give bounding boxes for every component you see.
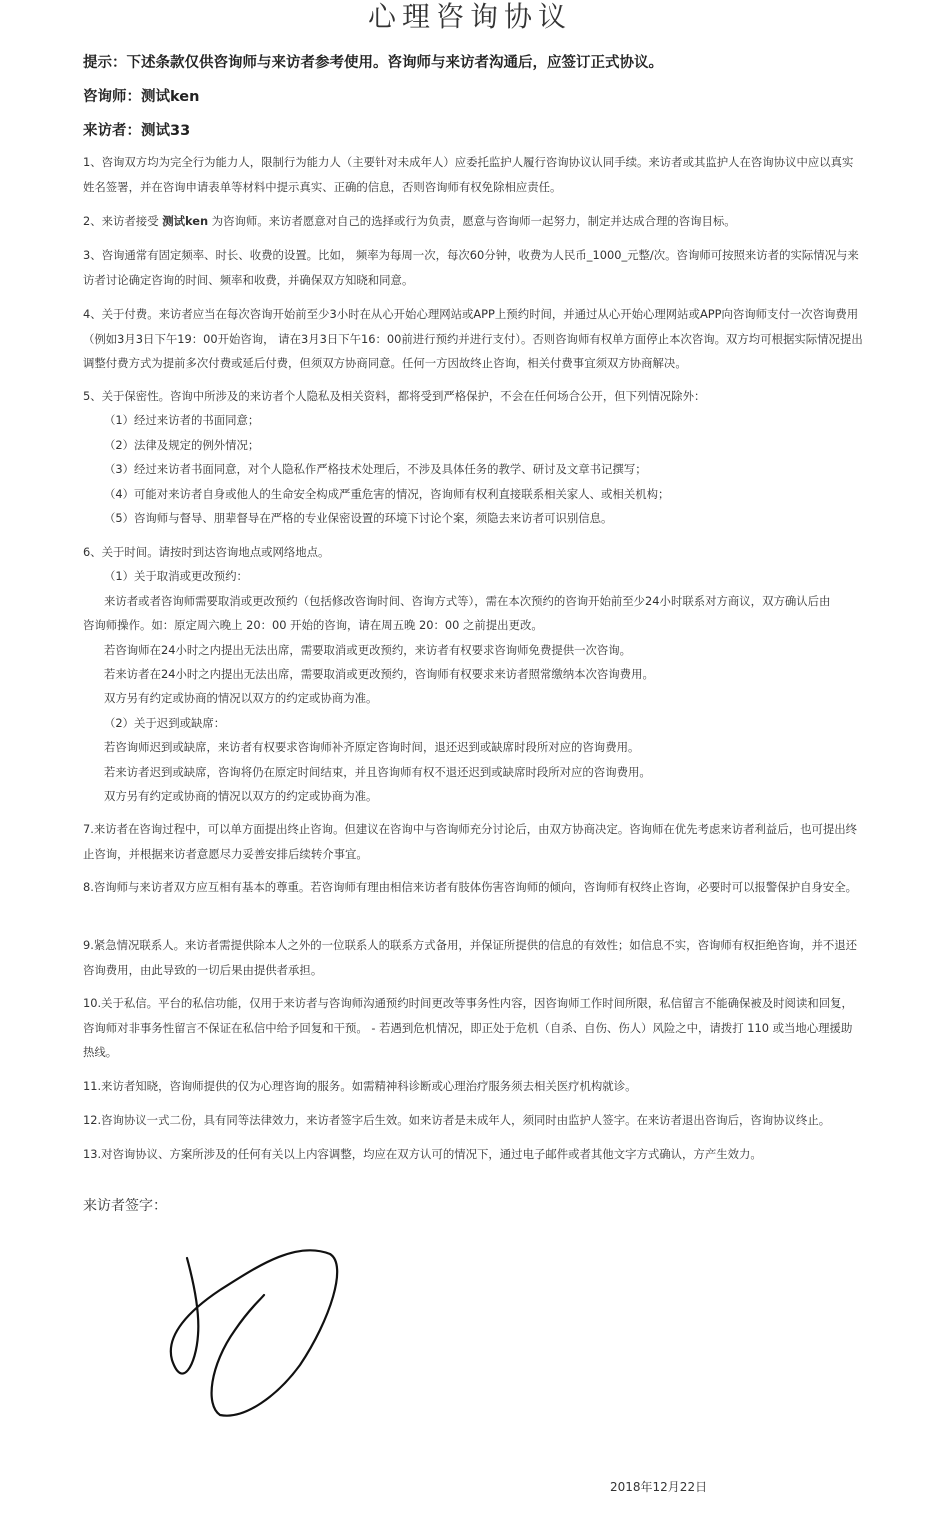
clause-5-item: （2）法律及规定的例外情况；	[104, 438, 260, 452]
counselor-name: 咨询师：测试ken	[83, 89, 200, 105]
clause-3: 3、咨询通常有固定频率、时长、收费的设置。比如， 频率为每周一次，每次60分钟，收费为人民币_1000_元整/次。咨询师可按照来访者的实际情况与来访者讨论确定咨询的时间、频率和收费，并确保双方知晓和同意。	[83, 248, 859, 287]
clause-12: 12.咨询协议一式二份，具有同等法律效力，来访者签字后生效。如来访者是未成年人，须同时由监护人签字。在来访者退出咨询后，咨询协议终止。	[83, 1113, 831, 1127]
clause-5-item: （5）咨询师与督导、朋辈督导在严格的专业保密设置的环境下讨论个案，须隐去来访者可识别信息。	[104, 511, 613, 525]
clause-13: 13.对咨询协议、方案所涉及的任何有关以上内容调整，均应在双方认可的情况下，通过电子邮件或者其他文字方式确认，方产生效力。	[83, 1147, 762, 1161]
clause-6-paragraph: 来访者或者咨询师需要取消或更改预约（包括修改咨询时间、咨询方式等），需在本次预约的咨询开始前至少24小时联系对方商议，双方确认后由	[104, 594, 831, 608]
clause-11: 11.来访者知晓，咨询师提供的仅为心理咨询的服务。如需精神科诊断或心理治疗服务须去相关医疗机构就诊。	[83, 1079, 637, 1093]
clause-6-paragraph: 咨询师操作。如：原定周六晚上 20：00 开始的咨询，请在周五晚 20：00 之前提出更改。	[83, 618, 543, 632]
clause-2-counselor: 测试ken	[162, 214, 209, 228]
clause-2	[83, 209, 863, 234]
visitor-name: 来访者：测试33	[83, 123, 191, 139]
clause-4: 4、关于付费。来访者应当在每次咨询开始前至少3小时在从心开始心理网站或APP上预约时间，并通过从心开始心理网站或APP向咨询师支付一次咨询费用（例如3月3日下午19：00开始咨询， 请在3月3日下午16：00前进行预约并进行支付）。否则咨询师有权单方面停止本次咨询。双方均可根据实际情况提出调整付费方式为提前多次付费或延后付费，但须双方协商同意。任何一方因故终止咨询，相关付费事宜须双方协商解决。	[83, 307, 863, 370]
clause-6-line: 若来访者在24小时之内提出无法出席，需要取消或更改预约，咨询师有权要求来访者照常缴纳本次咨询费用。	[104, 667, 654, 681]
clause-2-post: 为咨询师。来访者愿意对自己的选择或行为负责，愿意与咨询师一起努力，制定并达成合理的咨询目标。	[208, 214, 736, 228]
clause-6-sub-heading: （1）关于取消或更改预约：	[104, 569, 248, 583]
notice: 提示：下述条款仅供咨询师与来访者参考使用。咨询师与来访者沟通后，应签订正式协议。	[83, 55, 663, 71]
clause-6-line: 双方另有约定或协商的情况以双方的约定或协商为准。	[104, 789, 378, 803]
clause-7: 7.来访者在咨询过程中，可以单方面提出终止咨询。但建议在咨询中与咨询师充分讨论后，由双方协商决定。咨询师在优先考虑来访者利益后，也可提出终止咨询，并根据来访者意愿尽力妥善安排后续转介事宜。	[83, 822, 858, 861]
clause-5-intro: 5、关于保密性。咨询中所涉及的来访者个人隐私及相关资料，都将受到严格保护，不会在任何场合公开，但下列情况除外：	[83, 389, 706, 403]
clause-6-sub-heading: （2）关于迟到或缺席：	[104, 716, 226, 730]
handwritten-signature-icon	[160, 1240, 350, 1430]
clause-2-pre: 2、来访者接受	[83, 214, 163, 228]
clause-5-item: （4）可能对来访者自身或他人的生命安全构成严重危害的情况，咨询师有权利直接联系相关家人、或相关机构；	[104, 487, 670, 501]
clause-6-line: 若咨询师迟到或缺席，来访者有权要求咨询师补齐原定咨询时间，退还迟到或缺席时段所对应的咨询费用。	[104, 740, 640, 754]
clause-5-item: （3）经过来访者书面同意，对个人隐私作严格技术处理后，不涉及具体任务的教学、研讨及文章书记撰写；	[104, 462, 647, 476]
clause-6-line: 双方另有约定或协商的情况以双方的约定或协商为准。	[104, 691, 378, 705]
clause-6-line: 若咨询师在24小时之内提出无法出席，需要取消或更改预约，来访者有权要求咨询师免费提供一次咨询。	[104, 643, 632, 657]
clause-10: 10.关于私信。平台的私信功能，仅用于来访者与咨询师沟通预约时间更改等事务性内容，因咨询师工作时间所限，私信留言不能确保被及时阅读和回复，咨询师对非事务性留言不保证在私信中给予回复和干预。 - 若遇到危机情况，即正处于危机（自杀、自伤、伤人）风险之中，请拨打 110 或当地心理援助热线。	[83, 996, 853, 1059]
signature-label: 来访者签字：	[83, 1198, 167, 1214]
clause-9: 9.紧急情况联系人。来访者需提供除本人之外的一位联系人的联系方式备用，并保证所提供的信息的有效性；如信息不实，咨询师有权拒绝咨询，并不退还咨询费用，由此导致的一切后果由提供者承担。	[83, 938, 858, 977]
signature-date: 2018年12月22日	[610, 1480, 708, 1494]
clause-1: 1、咨询双方均为完全行为能力人，限制行为能力人（主要针对未成年人）应委托监护人履行咨询协议认同手续。来访者或其监护人在咨询协议中应以真实姓名签署，并在咨询申请表单等材料中提示真实、正确的信息，否则咨询师有权免除相应责任。	[83, 155, 854, 194]
clause-5-item: （1）经过来访者的书面同意；	[104, 413, 260, 427]
clause-6-line: 若来访者迟到或缺席，咨询将仍在原定时间结束，并且咨询师有权不退还迟到或缺席时段所对应的咨询费用。	[104, 765, 651, 779]
clause-6-intro: 6、关于时间。请按时到达咨询地点或网络地点。	[83, 545, 330, 559]
clause-8: 8.咨询师与来访者双方应互相有基本的尊重。若咨询师有理由相信来访者有肢体伤害咨询师的倾向，咨询师有权终止咨询，必要时可以报警保护自身安全。	[83, 880, 858, 894]
page-title: 心理咨询协议	[367, 0, 572, 33]
